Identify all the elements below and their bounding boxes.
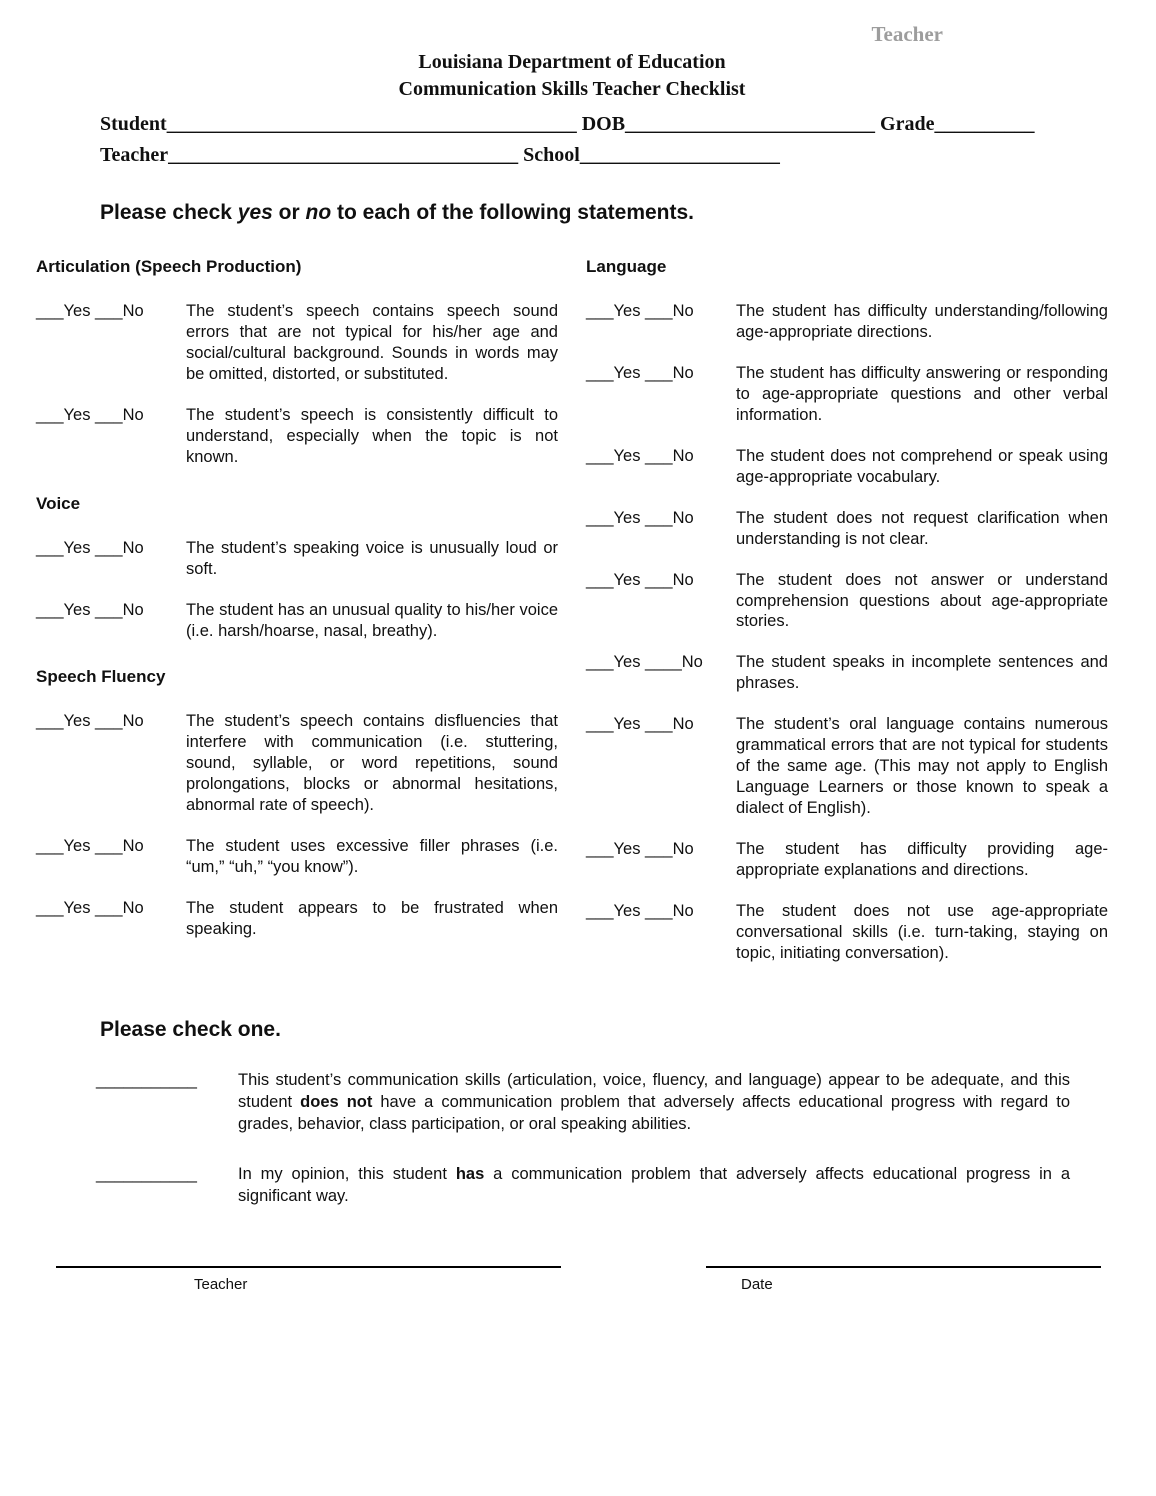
yes-label: Yes (613, 302, 641, 320)
yes-label: Yes (613, 840, 641, 859)
document-title (36, 49, 1108, 103)
checklist-item (586, 301, 1108, 343)
no-blank[interactable]: ___ (645, 363, 673, 382)
yes-label: Yes (613, 715, 641, 734)
no-blank[interactable]: ___ (95, 302, 123, 320)
yes-label: Yes (613, 570, 641, 589)
checklist-item (36, 836, 558, 878)
right-column (586, 257, 1108, 984)
no-label: No (122, 712, 144, 731)
checklist-item (36, 711, 558, 816)
checklist-item (586, 508, 1108, 550)
dob-label: DOB (581, 113, 626, 135)
yes-blank[interactable]: ___ (36, 405, 64, 424)
yes-blank[interactable]: ___ (586, 715, 614, 734)
no-label: No (122, 302, 144, 320)
section-heading-language: Language (586, 257, 667, 276)
check-one-heading: Please check one. (100, 1017, 281, 1041)
no-blank[interactable]: ___ (95, 600, 123, 619)
yes-blank[interactable]: ___ (586, 570, 614, 589)
school-blank[interactable]: ____________________ (579, 144, 780, 166)
section-heading-articulation: Articulation (Speech Production) (36, 257, 302, 276)
signature-row (36, 1266, 1108, 1293)
option-text-post: a communication problem that adversely affects educational progress in a significant way. (238, 1164, 1071, 1205)
yes-no-blanks (586, 301, 736, 343)
yes-label: Yes (63, 405, 91, 424)
header-row-2 (100, 140, 1108, 171)
student-label: Student (100, 113, 167, 135)
checklist-item (586, 363, 1108, 426)
statement-text: The student’s speaking voice is unusually loud or soft. (186, 538, 558, 578)
yes-blank[interactable]: ___ (586, 508, 614, 527)
no-label: No (672, 902, 694, 921)
yes-blank[interactable]: ___ (36, 302, 64, 320)
instruction-no-word: no (305, 201, 332, 224)
no-label: No (122, 600, 144, 619)
no-blank[interactable]: ___ (645, 446, 673, 465)
statement-text: The student does not request clarification when understanding is not clear. (736, 508, 1108, 548)
no-label: No (672, 508, 694, 527)
yes-no-blanks (36, 898, 186, 940)
statement-text: The student does not use age-appropriate conversational skills (i.e. turn-taking, staying on topic, initiating conversation). (736, 902, 1108, 962)
option-blank[interactable]: ___________ (96, 1070, 197, 1089)
checklist-item (36, 538, 558, 580)
no-label: No (672, 715, 694, 734)
checklist-item (36, 600, 558, 642)
yes-no-blanks (586, 839, 736, 881)
yes-no-blanks (36, 711, 186, 816)
no-blank[interactable]: ___ (645, 302, 673, 320)
grade-label: Grade (880, 113, 935, 135)
no-blank[interactable]: ___ (95, 837, 123, 856)
statement-text: The student has difficulty providing age-appropriate explanations and directions. (736, 840, 1108, 880)
header-fields (100, 109, 1108, 171)
signature-gap (561, 1266, 706, 1293)
teacher-signature-line[interactable] (56, 1266, 561, 1268)
no-blank[interactable]: ___ (645, 902, 673, 921)
yes-no-blanks (36, 405, 186, 468)
instruction-part-3: to each of the following statements. (331, 201, 695, 224)
statement-text: The student does not answer or understand comprehension questions about age-appropriate stories. (736, 570, 1108, 631)
statement-text: The student has difficulty understanding/following age-appropriate directions. (736, 302, 1108, 341)
no-label: No (122, 837, 144, 856)
section-heading-voice: Voice (36, 493, 81, 513)
yes-label: Yes (613, 363, 641, 382)
yes-label: Yes (63, 899, 91, 918)
yes-no-blanks (586, 446, 736, 488)
yes-no-blanks (586, 901, 736, 964)
title-line-1: Louisiana Department of Education (418, 51, 726, 73)
option-text (238, 1164, 1108, 1208)
yes-label: Yes (63, 600, 91, 619)
yes-no-blanks (36, 836, 186, 878)
left-column (36, 257, 558, 984)
date-signature-line[interactable] (706, 1266, 1101, 1268)
instruction-yes-word: yes (237, 201, 273, 224)
option-text (238, 1070, 1108, 1136)
checklist-item (36, 898, 558, 940)
teacher-blank[interactable]: ___________________________________ (168, 144, 519, 166)
no-blank[interactable]: ___ (645, 508, 673, 527)
statement-text: The student’s speech contains speech sound errors that are not typical for his/her age and social/cultural background. Sounds in words may be omitted, distorted, or substituted. (186, 302, 558, 383)
statement-text: The student’s speech contains disfluencies that interfere with communication (i.e. stuttering, sound, syllable, or word repetitions, sound prolongations, blocks or abnormal hesitations, abnormal rate of speech). (186, 712, 558, 815)
yes-blank[interactable]: ___ (36, 712, 64, 731)
statement-text: The student speaks in incomplete sentences and phrases. (736, 653, 1108, 693)
yes-blank[interactable]: ___ (586, 902, 614, 921)
yes-no-blanks (36, 301, 186, 385)
instruction-heading (100, 201, 1108, 225)
statement-text: The student does not comprehend or speak using age-appropriate vocabulary. (736, 446, 1108, 486)
school-label: School (523, 144, 580, 166)
section-heading-speech-fluency: Speech Fluency (36, 667, 166, 687)
no-blank[interactable]: ___ (95, 712, 123, 731)
teacher-signature-label: Teacher (194, 1275, 248, 1293)
header-row-1 (100, 109, 1108, 140)
no-blank[interactable]: ___ (95, 538, 123, 557)
no-blank[interactable]: ___ (645, 570, 673, 589)
yes-label: Yes (613, 902, 641, 921)
check-one-option (96, 1164, 1108, 1208)
instruction-part-1: Please check (100, 201, 238, 224)
yes-label: Yes (63, 837, 91, 856)
option-text-post: have a communication problem that adversely affects educational progress with regard to grades, behavior, class participation, or oral speaking abilities. (238, 1092, 1070, 1133)
yes-blank[interactable]: ___ (36, 837, 64, 856)
checklist-columns (36, 257, 1108, 984)
option-text-pre: This student’s communication skills (articulation, voice, fluency, and language) appear to be adequate, and this student (238, 1070, 1070, 1111)
yes-label: Yes (613, 653, 641, 672)
statement-text: The student has difficulty answering or responding to age-appropriate questions and other verbal information. (736, 363, 1108, 424)
no-label: No (122, 899, 144, 918)
teacher-signature-block (56, 1266, 561, 1293)
no-label: No (122, 538, 144, 557)
instruction-part-2: or (272, 201, 306, 224)
corner-watermark-label: Teacher (871, 22, 943, 46)
grade-blank[interactable]: __________ (934, 113, 1035, 135)
date-signature-label: Date (741, 1275, 773, 1293)
option-text-bold: does not (300, 1092, 373, 1111)
yes-blank[interactable]: ___ (586, 840, 614, 859)
check-one-section (96, 1017, 1108, 1208)
no-blank[interactable]: ___ (645, 840, 673, 859)
no-blank[interactable]: ___ (645, 715, 673, 734)
yes-no-blanks (36, 600, 186, 642)
yes-blank[interactable]: ___ (586, 302, 614, 320)
yes-label: Yes (613, 508, 641, 527)
yes-no-blanks (586, 570, 736, 633)
checklist-item (36, 405, 558, 468)
dob-blank[interactable]: _________________________ (625, 113, 876, 135)
no-label: No (672, 840, 694, 859)
statement-text: The student has an unusual quality to his/her voice (i.e. harsh/hoarse, nasal, breathy). (186, 600, 558, 640)
title-line-2: Communication Skills Teacher Checklist (398, 78, 746, 100)
yes-label: Yes (63, 538, 91, 557)
yes-no-blanks (586, 508, 736, 550)
no-label: No (672, 446, 694, 465)
yes-blank[interactable]: ___ (36, 600, 64, 619)
no-blank[interactable]: ___ (95, 405, 123, 424)
option-text-pre: In my opinion, this student (238, 1164, 456, 1183)
yes-label: Yes (63, 712, 91, 731)
checklist-item (586, 652, 1108, 694)
statement-text: The student’s speech is consistently difficult to understand, especially when the topic is not known. (186, 405, 558, 466)
yes-blank[interactable]: ___ (36, 899, 64, 918)
statement-text: The student uses excessive filler phrases (i.e. “um,” “uh,” “you know”). (186, 837, 558, 877)
student-blank[interactable]: _________________________________________ (166, 113, 577, 135)
no-blank[interactable]: ____ (645, 653, 682, 672)
checklist-item (586, 901, 1108, 964)
yes-blank[interactable]: ___ (36, 538, 64, 557)
no-blank[interactable]: ___ (95, 899, 123, 918)
statement-text: The student’s oral language contains numerous grammatical errors that are not typical for students of the same age. (This may not apply to English Language Learners or those known to speak a dialect of English). (736, 715, 1108, 818)
yes-no-blanks (586, 363, 736, 426)
date-signature-block (706, 1266, 1101, 1293)
yes-no-blanks (586, 714, 736, 819)
yes-no-blanks (36, 538, 186, 580)
checklist-item (586, 714, 1108, 819)
yes-blank[interactable]: ___ (586, 446, 614, 465)
no-label: No (672, 570, 694, 589)
no-label: No (681, 653, 703, 672)
checklist-item (586, 446, 1108, 488)
no-label: No (122, 405, 144, 424)
no-label: No (672, 363, 694, 382)
yes-blank[interactable]: ___ (586, 653, 614, 672)
statement-text: The student appears to be frustrated when speaking. (186, 899, 558, 939)
checklist-item (36, 301, 558, 385)
yes-no-blanks (586, 652, 736, 694)
checklist-item (586, 839, 1108, 881)
yes-label: Yes (63, 302, 91, 320)
option-blank[interactable]: ___________ (96, 1164, 197, 1183)
checklist-item (586, 570, 1108, 633)
yes-blank[interactable]: ___ (586, 363, 614, 382)
teacher-label: Teacher (100, 144, 169, 166)
no-label: No (672, 302, 694, 320)
option-text-bold: has (455, 1164, 485, 1183)
check-one-option (96, 1070, 1108, 1136)
yes-label: Yes (613, 446, 641, 465)
